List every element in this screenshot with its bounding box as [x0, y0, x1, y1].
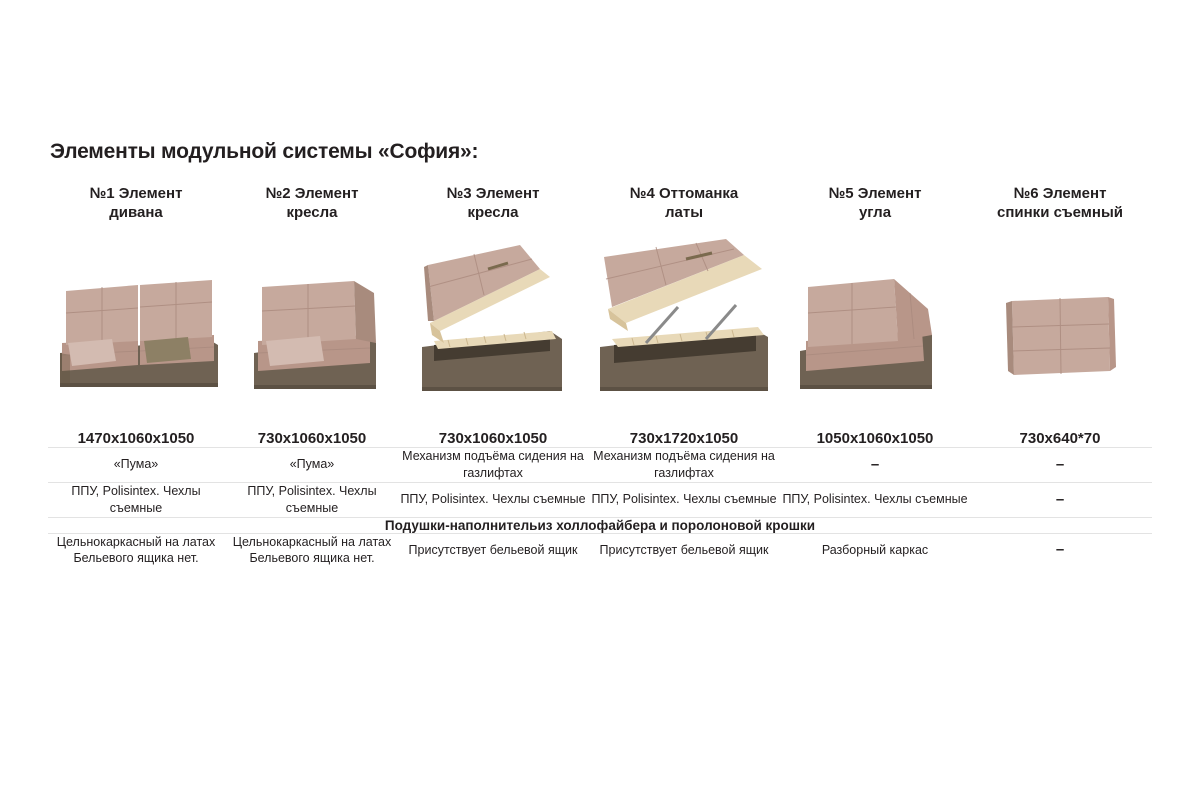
- pillows-note-row: [48, 517, 1152, 533]
- frame-2: Цельнокаркасный на латах Бельевого ящика нет.: [232, 534, 392, 566]
- specification-table: [48, 178, 1152, 567]
- product-image-cell-1: [48, 230, 224, 430]
- mechanism-2: «Пума»: [224, 448, 400, 483]
- header-row: [48, 178, 1152, 230]
- armchair-element-2: [224, 235, 400, 425]
- mechanism-5: –: [782, 448, 968, 483]
- column-header-5-line1: №5 Элемент: [828, 185, 922, 203]
- column-header-1: [48, 178, 224, 230]
- frame-1: Цельнокаркасный на латах Бельевого ящика нет.: [56, 534, 216, 566]
- sofa-element-1: [48, 235, 224, 425]
- column-header-6-line1: №6 Элемент: [1013, 185, 1107, 203]
- dimensions-4: 730x1720x1050: [586, 430, 782, 448]
- filling-3: ППУ, Polisintex. Чехлы съемные: [400, 482, 586, 517]
- column-header-6: [968, 178, 1152, 230]
- page-title: Элементы модульной системы «София»:: [50, 140, 479, 163]
- product-image-cell-5: [782, 230, 968, 430]
- column-header-4-line2: латы: [664, 204, 704, 221]
- dimensions-6: 730x640*70: [968, 430, 1152, 448]
- mechanism-1: «Пума»: [48, 448, 224, 483]
- frame-3: Присутствует бельевой ящик: [408, 542, 578, 557]
- frame-6: –: [1055, 541, 1065, 559]
- mechanism-3: Механизм подъёма сидения на газлифтах: [400, 448, 586, 483]
- filling-1: ППУ, Polisintex. Чехлы съемные: [48, 482, 224, 517]
- column-header-5: [782, 178, 968, 230]
- product-image-cell-6: [968, 230, 1152, 430]
- column-header-3-line2: кресла: [467, 204, 519, 221]
- column-header-2-line2: кресла: [286, 204, 338, 221]
- ottoman-element-4-liftup: [586, 235, 782, 425]
- column-header-2-line1: №2 Элемент: [265, 185, 359, 203]
- filling-row: [48, 482, 1152, 517]
- frame-row: [48, 533, 1152, 567]
- column-header-1-line2: дивана: [109, 204, 163, 221]
- frame-4: Присутствует бельевой ящик: [599, 542, 769, 557]
- corner-element-5: [782, 235, 968, 425]
- filling-6: –: [968, 482, 1152, 517]
- column-header-3: [400, 178, 586, 230]
- column-header-3-line1: №3 Элемент: [446, 185, 540, 203]
- dimensions-5: 1050x1060x1050: [782, 430, 968, 448]
- column-header-5-line2: угла: [858, 204, 892, 221]
- dimensions-3: 730x1060x1050: [400, 430, 586, 448]
- column-header-1-line1: №1 Элемент: [89, 185, 183, 203]
- filling-4: ППУ, Polisintex. Чехлы съемные: [586, 482, 782, 517]
- frame-5: Разборный каркас: [821, 542, 929, 557]
- filling-2: ППУ, Polisintex. Чехлы съемные: [224, 482, 400, 517]
- dimensions-2: 730x1060x1050: [224, 430, 400, 448]
- mechanism-6: –: [968, 448, 1152, 483]
- product-image-cell-3: [400, 230, 586, 430]
- column-header-4: [586, 178, 782, 230]
- pillows-note: Подушки-наполнительиз холлофайбера и поролоновой крошки: [48, 517, 1152, 533]
- back-cushion-element-6: [968, 235, 1152, 425]
- product-image-cell-4: [586, 230, 782, 430]
- column-header-4-line1: №4 Оттоманка: [629, 185, 739, 203]
- mechanism-4: Механизм подъёма сидения на газлифтах: [586, 448, 782, 483]
- image-row: [48, 230, 1152, 430]
- dimensions-1: 1470x1060x1050: [48, 430, 224, 448]
- armchair-element-3-liftup: [400, 235, 586, 425]
- column-header-2: [224, 178, 400, 230]
- column-header-6-line2: спинки съемный: [997, 204, 1123, 221]
- filling-5: ППУ, Polisintex. Чехлы съемные: [782, 482, 968, 517]
- product-image-cell-2: [224, 230, 400, 430]
- dimensions-row: [48, 430, 1152, 448]
- mechanism-row: [48, 448, 1152, 483]
